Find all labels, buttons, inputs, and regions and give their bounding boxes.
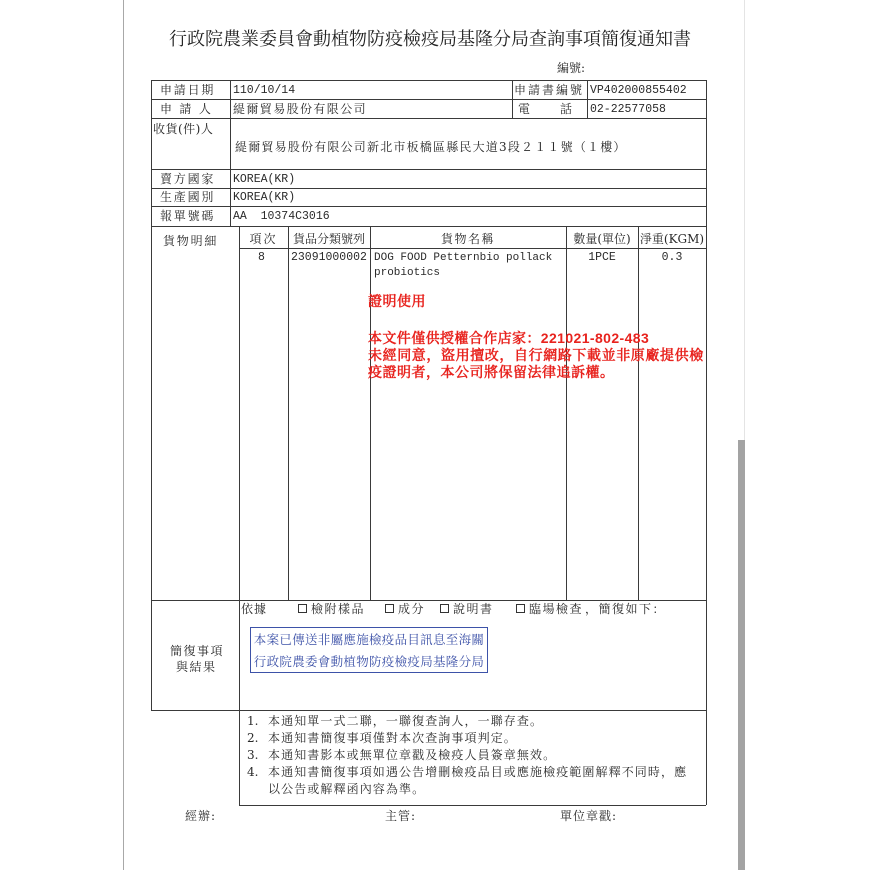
note-text: 本通知單一式二聯，一聯復查詢人，一聯存查。	[268, 714, 544, 728]
application-no-label: 申請書編號	[514, 83, 585, 97]
grid-line	[151, 80, 152, 710]
grid-line	[239, 226, 240, 805]
checkbox-onsite-inspection	[516, 604, 525, 613]
note-text: 本通知書簡復事項僅對本次查詢事項判定。	[268, 731, 517, 745]
application-date-label: 申請日期	[160, 83, 216, 97]
stamp-line: 本案已傳送非屬應施檢疫品目訊息至海關	[253, 632, 485, 647]
signature-supervisor: 主管:	[385, 809, 417, 823]
basis-label: 依據	[241, 602, 268, 616]
grid-line	[638, 226, 639, 600]
grid-line	[151, 206, 706, 207]
grid-line	[587, 80, 588, 118]
application-no-value: VP402000855402	[590, 84, 687, 97]
grid-line	[151, 99, 706, 100]
row-net-weight: 0.3	[661, 251, 683, 264]
note-text: 以公告或解釋函內容為準。	[268, 782, 426, 796]
note-number: 4.	[247, 765, 259, 779]
grid-line	[151, 226, 706, 227]
stamp-line: 行政院農委會動植物防疫檢疫局基隆分局	[253, 654, 485, 669]
applicant-value: 緹爾貿易股份有限公司	[233, 102, 368, 116]
grid-line	[566, 226, 567, 600]
signature-unit-seal: 單位章戳:	[560, 809, 618, 823]
reply-label-line2: 與結果	[176, 660, 217, 674]
phone-label: 電 話	[518, 102, 575, 116]
note-number: 2.	[247, 731, 259, 745]
watermark-line: 疫證明者，本公司將保留法律追訴權。	[368, 364, 615, 380]
option-label-manual: 說明書	[453, 602, 494, 616]
seller-country-label: 賣方國家	[160, 172, 216, 186]
watermark-line: 未經同意，盜用擅改，自行網路下載並非原廠提供檢	[368, 347, 704, 363]
goods-detail-label: 貨物明細	[163, 234, 219, 248]
note-number: 3.	[247, 748, 259, 762]
grid-line	[151, 118, 706, 119]
column-header-name: 貨物名稱	[440, 232, 495, 246]
declaration-no-value: AA 10374C3016	[233, 210, 330, 223]
grid-line	[151, 80, 706, 81]
grid-line	[151, 188, 706, 189]
column-header-item: 項次	[249, 232, 278, 246]
scrollbar-thumb[interactable]	[738, 440, 745, 870]
option-label-onsite-inspection: 臨場檢查	[529, 602, 584, 616]
row-item-number: 8	[258, 251, 265, 264]
note-text: 本通知書影本或無單位章戳及檢疫人員簽章無效。	[268, 748, 557, 762]
option-label-ingredients: 成分	[398, 602, 426, 616]
signature-handler: 經辦:	[185, 809, 217, 823]
grid-line	[706, 80, 707, 805]
document-number-label: 編號:	[557, 61, 586, 75]
applicant-label: 申 請 人	[160, 102, 213, 116]
watermark-line: 證明使用	[368, 293, 426, 309]
grid-line	[151, 710, 706, 711]
row-quantity: 1PCE	[588, 251, 616, 264]
grid-line	[239, 805, 706, 806]
grid-line	[230, 80, 231, 226]
document-title: 行政院農業委員會動植物防疫檢疫局基隆分局查詢事項簡復通知書	[169, 29, 691, 50]
checkbox-sample	[298, 604, 307, 613]
checkbox-manual	[440, 604, 449, 613]
checkbox-ingredients	[385, 604, 394, 613]
column-header-hs-code: 貨品分類號列	[292, 232, 365, 246]
phone-value: 02-22577058	[590, 103, 666, 116]
row-goods-name-line2: probiotics	[374, 267, 441, 279]
grid-line	[512, 80, 513, 118]
seller-country-value: KOREA(KR)	[233, 173, 296, 186]
consignee-label: 收貨(件)人	[153, 122, 214, 136]
grid-line	[288, 226, 289, 600]
row-goods-name-line1: DOG FOOD Petternbio pollack	[374, 252, 553, 264]
grid-line	[239, 248, 706, 249]
reply-stamp	[250, 627, 488, 673]
grid-line	[370, 226, 371, 600]
basis-suffix: ，簡復如下：	[585, 602, 667, 616]
grid-line	[151, 169, 706, 170]
option-label-sample: 檢附樣品	[311, 602, 366, 616]
declaration-no-label: 報單號碼	[160, 209, 216, 223]
note-number: 1.	[247, 714, 259, 728]
origin-country-value: KOREA(KR)	[233, 191, 296, 204]
grid-line	[151, 600, 706, 601]
consignee-value: 緹爾貿易股份有限公司新北市板橋區縣民大道3段２１１號（１樓）	[235, 140, 627, 154]
row-hs-code: 23091000002	[291, 251, 367, 264]
note-text: 本通知書簡復事項如遇公告增刪檢疫品目或應施檢疫範圍解釋不同時，應	[268, 765, 688, 779]
origin-country-label: 生產國別	[160, 190, 216, 204]
reply-label-line1: 簡復事項	[170, 644, 225, 658]
application-date-value: 110/10/14	[233, 84, 296, 97]
column-header-quantity: 數量(單位)	[573, 232, 631, 246]
watermark-line: 本文件僅供授權合作店家：221021-802-483	[368, 330, 650, 346]
column-header-weight: 淨重(KGM)	[639, 232, 705, 246]
